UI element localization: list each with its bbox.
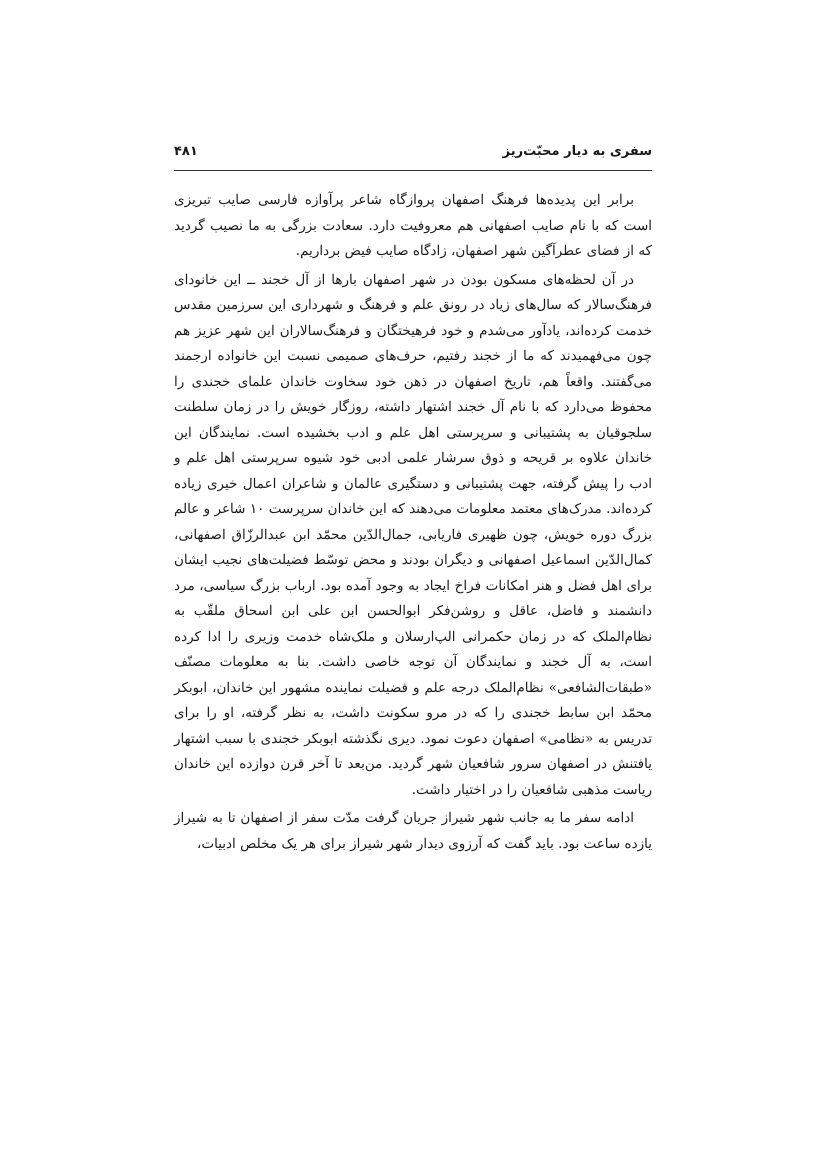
paragraph: در آن لحظه‌های مسکون بودن در شهر اصفهان بارها از آل خجند ــ این خانودای فرهنگ‌سالار که سال‌های زیاد در رونق علم و فرهنگ و شهرداری این سرزمین مقدس خدمت کرده‌اند، یادآور می‌شدم و خود فرهیختگان و فرهنگ‌سالاران این شهر عزیز هم چون می‌فهمیدند که ما از خجند رفتیم، حرف‌های صمیمی نسبت این خانواده ارجمند می‌گفتند. واقعاً هم، تاریخ اصفهان در ذهن خود سخاوت خاندان علمای خجندی را محفوظ می‌دارد که با نام آل خجند اشتهار داشته، روزگار خویش را در زمان سلطنت سلجوقیان به پشتیبانی و سرپرستی اهل علم و ادب بخشیده است. نمایندگان این خاندان علاوه بر قریحه و ذوق سرشار علمی ادبی خود شیوه سرپرستی اهل علم و ادب را پیش گرفته، جهت پشتیبانی و دستگیری عالمان و شاعران اعمال خیری زیاده کرده‌اند. مدرک‌های معتمد معلومات می‌دهند که این خاندان سرپرست ۱۰ شاعر و عالم بزرگ دوره خویش، چون ظهیری فاریابی، جمال‌الدّین محمّد ابن عبدالرزّاق اصفهانی، کمال‌الدّین اسماعیل اصفهانی و دیگران بودند و محض توسّط فضیلت‌های نجیب ایشان برای اهل فضل و هنر امکانات فراخ ایجاد به وجود آمده بود. ارباب بزرگ سیاسی، مرد دانشمند و فاضل، عاقل و روشن‌فکر ابوالحسن ابن علی ابن اسحاق ملقّب به نظام‌الملک که در زمان حکمرانی الپ‌ارسلان و ملک‌شاه خدمت وزیری را ادا کرده است، به آل خجند و نمایندگان آن توجه خاصی داشت. بنا به معلومات مصنّف «طبقات‌الشافعی» نظام‌الملک درجه علم و فضیلت نماینده مشهور این خاندان، ابوبکر محمّد ابن سابط خجندی را که در مرو سکونت داشت، به نظر گرفته، او را برای تدریس به «نظامی» اصفهان دعوت نمود. دیری نگذشته ابوبکر خجندی با سبب اشتهار یافتنش در اصفهان سرور شافعیان شهر گردید. من‌بعد تا آخر قرن دوازده این خاندان ریاست مذهبی شافعیان را در اختیار داشت. xyxy=(174,271,653,798)
running-title: سفری به دیار محبّت‌ریز xyxy=(502,144,652,159)
page-number: ۴۸۱ xyxy=(174,144,198,159)
running-header xyxy=(174,140,652,166)
paragraph: ادامه سفر ما به جانب شهر شیراز جریان گرفت مدّت سفر از اصفهان تا به شیراز یازده ساعت بود. باید گفت که آرزوی دیدار شهر شیراز برای هر یک مخلص ادبیات، xyxy=(174,810,652,852)
body-text xyxy=(174,188,652,860)
paragraph: برابر این پدیده‌ها فرهنگ اصفهان پروازگاه شاعر پرآوازه فارسی صایب تبریزی است که با نام صایب اصفهانی هم معروفیت دارد. سعادت بزرگی به ما نصیب گردید که از فضای عطرآگین شهر اصفهان، زادگاه صایب فیض برداریم. xyxy=(174,192,652,259)
header-divider xyxy=(174,170,652,171)
